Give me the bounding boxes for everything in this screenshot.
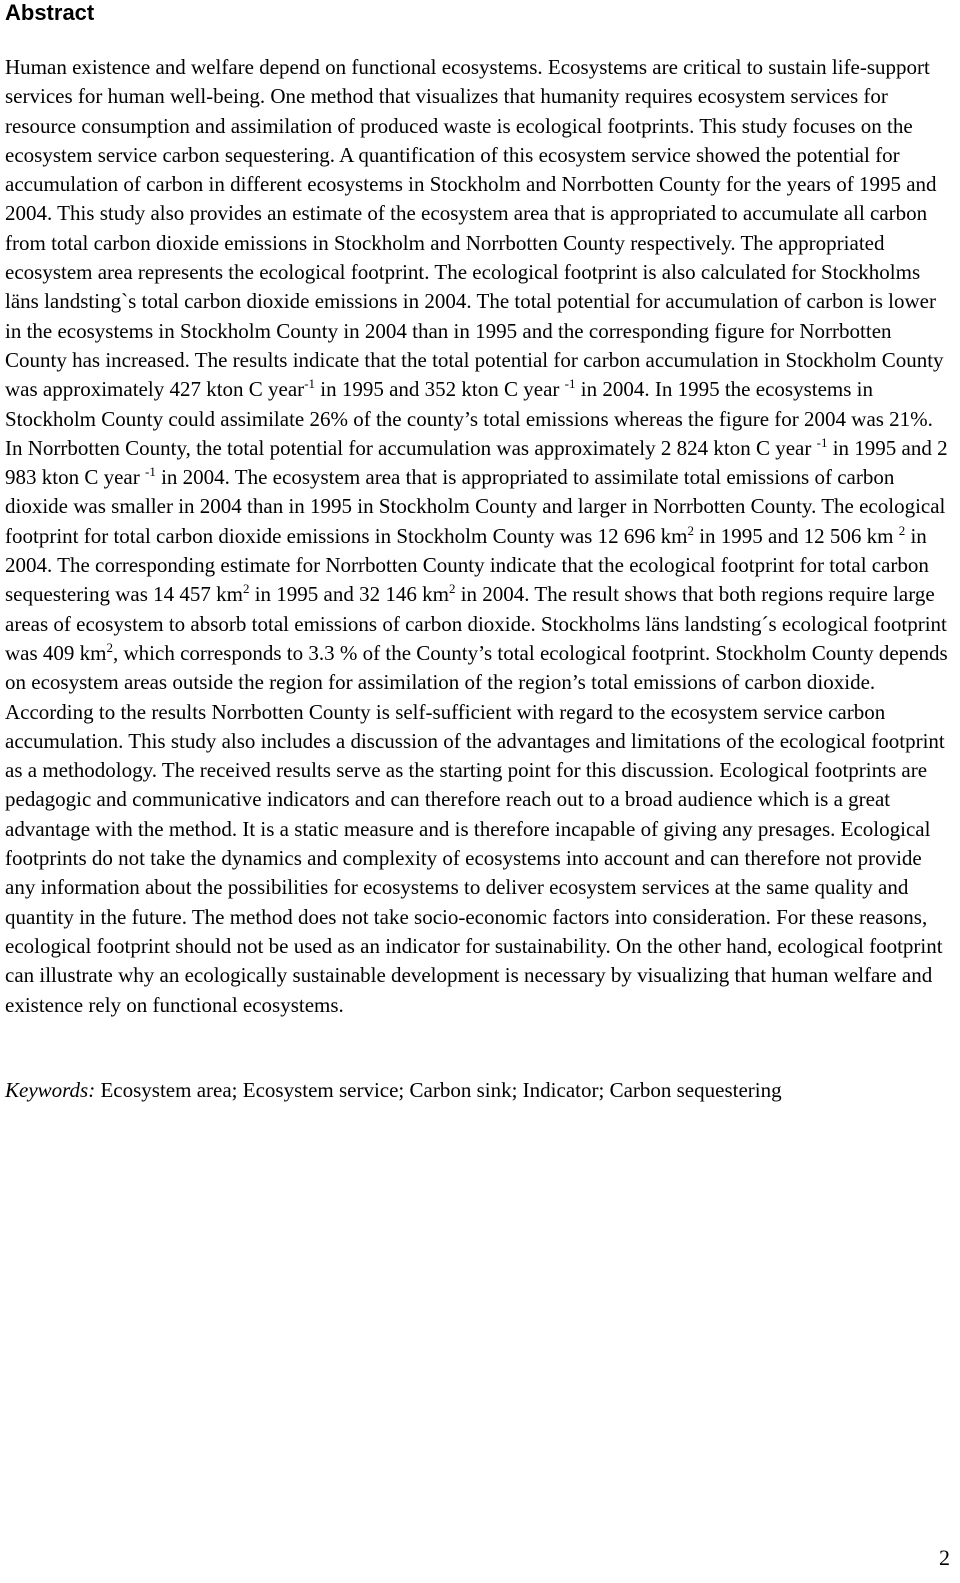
abstract-text: in 2004. The result shows that both regions require large areas of ecosystem to absorb total emissions of carbon dioxide. Stockholms läns landsting´s ecological footprint was 409 km <box>5 582 947 665</box>
abstract-text: in 1995 and 32 146 km <box>249 582 449 607</box>
section-heading: Abstract <box>5 0 95 25</box>
abstract-text: in 1995 and 2 983 kton C year <box>5 435 948 490</box>
document-page <box>5 0 949 1105</box>
abstract-text: in 2004. In 1995 the ecosystems in Stockholm County could assimilate 26% of the county’s total emissions whereas the figure for 2004 was 21%. In Norrbotten County, the total potential for accumulation was approximately 2 824 kton C year <box>5 377 933 460</box>
keywords-line <box>5 1076 949 1105</box>
superscript: 2 <box>242 581 250 597</box>
abstract-text: in 1995 and 12 506 km <box>693 523 899 548</box>
superscript: 2 <box>898 522 906 538</box>
abstract-text: in 1995 and 352 kton C year <box>315 377 565 402</box>
superscript: 2 <box>687 522 694 538</box>
keywords-label: Keywords: <box>5 1077 96 1102</box>
superscript: -1 <box>816 434 828 450</box>
superscript: -1 <box>304 376 316 392</box>
abstract-text: in 2004. The corresponding estimate for Norrbotten County indicate that the ecological footprint for total carbon sequestering was 14 457 km <box>5 523 929 607</box>
superscript: -1 <box>144 464 156 480</box>
abstract-text: in 2004. The ecosystem area that is appropriated to assimilate total emissions of carbon dioxide was smaller in 2004 than in 1995 in Stockholm County and larger in Norrbotten County. The ecological footprint for total carbon dioxide emissions in Stockholm County was 12 696 km <box>5 465 946 548</box>
superscript: 2 <box>448 581 456 597</box>
abstract-text: Human existence and welfare depend on functional ecosystems. Ecosystems are critical to sustain life-support services for human well-being. One method that visualizes that humanity requires ecosystem services for resource consumption and assimilation of produced waste is ecological footprints. This study focuses on the ecosystem service carbon sequestering. A quantification of this ecosystem service showed the potential for accumulation of carbon in different ecosystems in Stockholm and Norrbotten County for the years of 1995 and 2004. This study also provides an estimate of the ecosystem area that is appropriated to accumulate all carbon from total carbon dioxide emissions in Stockholm and Norrbotten County respectively. The appropriated ecosystem area represents the ecological footprint. The ecological footprint is also calculated for Stockholms läns landsting`s total carbon dioxide emissions in 2004. The total potential for accumulation of carbon is lower in the ecosystems in Stockholm County in 2004 than in 1995 and the corresponding figure for Norrbotten County has increased. The results indicate that the total potential for carbon accumulation in Stockholm County was approximately 427 kton C year <box>5 55 944 402</box>
page-number: 2 <box>939 1545 950 1570</box>
superscript: 2 <box>106 639 113 655</box>
abstract-text: , which corresponds to 3.3 % of the County’s total ecological footprint. Stockholm County depends on ecosystem areas outside the region for assimilation of the region’s total emissions of carbon dioxide. According to the results Norrbotten County is self-sufficient with regard to the ecosystem service carbon accumulation. This study also includes a discussion of the advantages and limitations of the ecological footprint as a methodology. The received results serve as the starting point for this discussion. Ecological footprints are pedagogic and communicative indicators and can therefore reach out to a broad audience which is a great advantage with the method. It is a static measure and is therefore incapable of giving any presages. Ecological footprints do not take the dynamics and complexity of ecosystems into account and can therefore not provide any information about the possibilities for ecosystems to deliver ecosystem services at the same quality and quantity in the future. The method does not take socio-economic factors into consideration. For these reasons, ecological footprint should not be used as an indicator for sustainability. On the other hand, ecological footprint can illustrate why an ecologically sustainable development is necessary by visualizing that human welfare and existence rely on functional ecosystems. <box>5 640 948 1017</box>
superscript: -1 <box>564 376 576 392</box>
abstract-paragraph <box>5 53 949 1020</box>
keywords-text: Ecosystem area; Ecosystem service; Carbon sink; Indicator; Carbon sequestering <box>95 1077 782 1102</box>
